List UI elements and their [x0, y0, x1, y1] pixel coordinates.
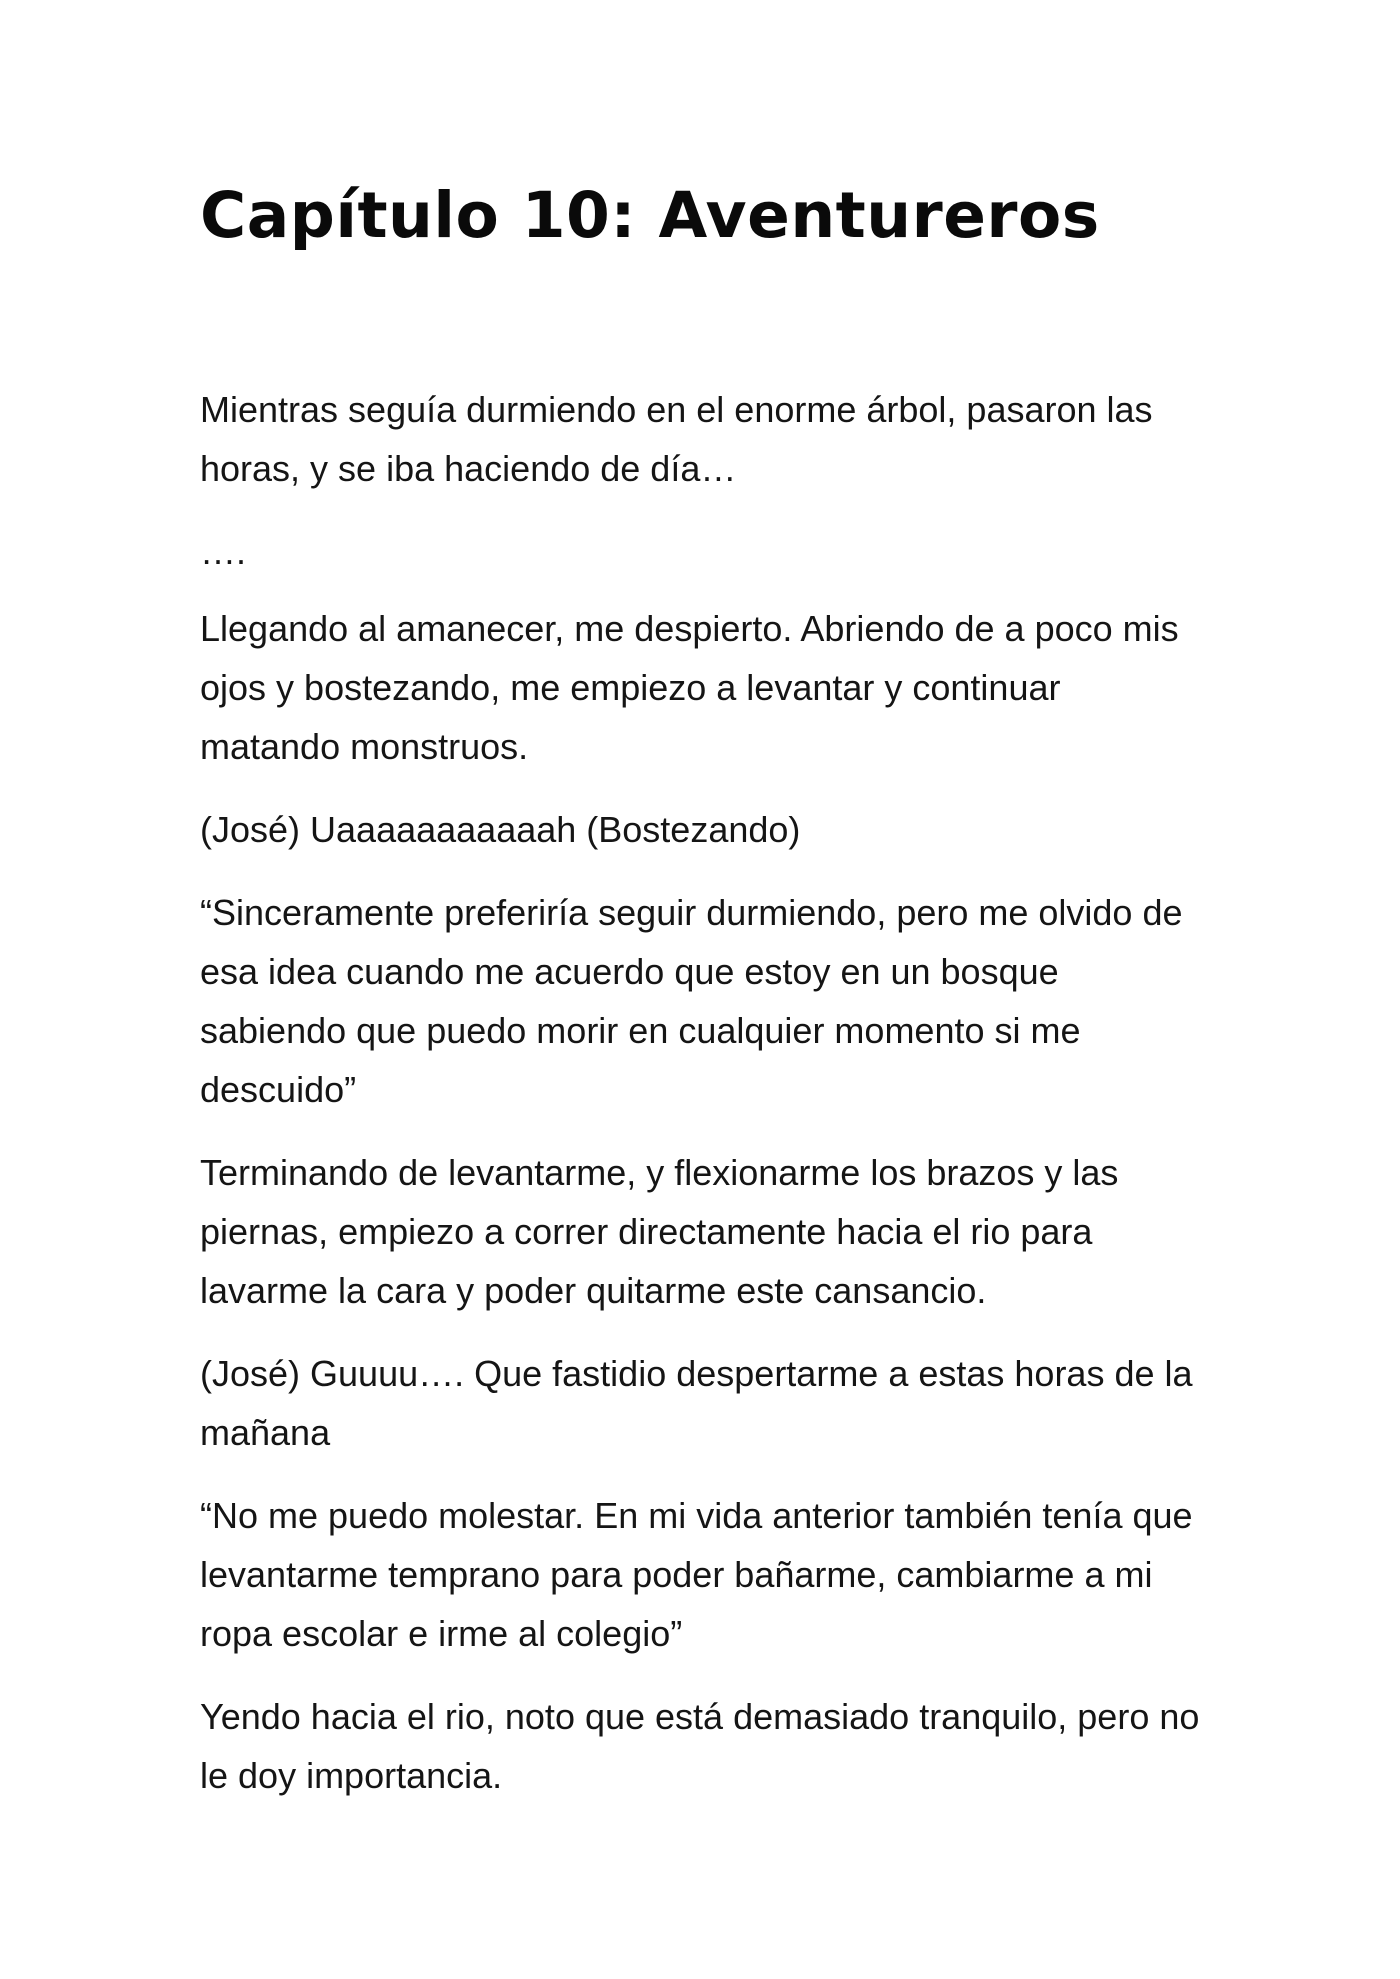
chapter-body [200, 380, 1210, 1829]
paragraph-2-ellipsis: …. [200, 531, 247, 572]
paragraph-1: Mientras seguía durmiendo en el enorme árbol, pasaron las horas, y se iba haciendo de día… [200, 389, 1153, 489]
paragraph-8-thought: “No me puedo molestar. En mi vida anterior también tenía que levantarme temprano para poder bañarme, cambiarme a mi ropa escolar e irme al colegio” [200, 1495, 1193, 1654]
paragraph-7-dialogue: (José) Guuuu…. Que fastidio despertarme a estas horas de la mañana [200, 1353, 1193, 1453]
paragraph-4-dialogue: (José) Uaaaaaaaaaaah (Bostezando) [200, 809, 801, 850]
paragraph-5-thought: “Sinceramente preferiría seguir durmiendo, pero me olvido de esa idea cuando me acuerdo que estoy en un bosque sabiendo que puedo morir en cualquier momento si me descuido” [200, 892, 1183, 1110]
paragraph-9: Yendo hacia el rio, noto que está demasiado tranquilo, pero no le doy importancia. [200, 1696, 1200, 1796]
document-page [200, 0, 1210, 1979]
paragraph-6: Terminando de levantarme, y flexionarme los brazos y las piernas, empiezo a correr directamente hacia el rio para lavarme la cara y poder quitarme este cansancio. [200, 1152, 1119, 1311]
chapter-title: Capítulo 10: Aventureros [200, 179, 1100, 252]
paragraph-3: Llegando al amanecer, me despierto. Abriendo de a poco mis ojos y bostezando, me empiezo a levantar y continuar matando monstruos. [200, 608, 1179, 767]
